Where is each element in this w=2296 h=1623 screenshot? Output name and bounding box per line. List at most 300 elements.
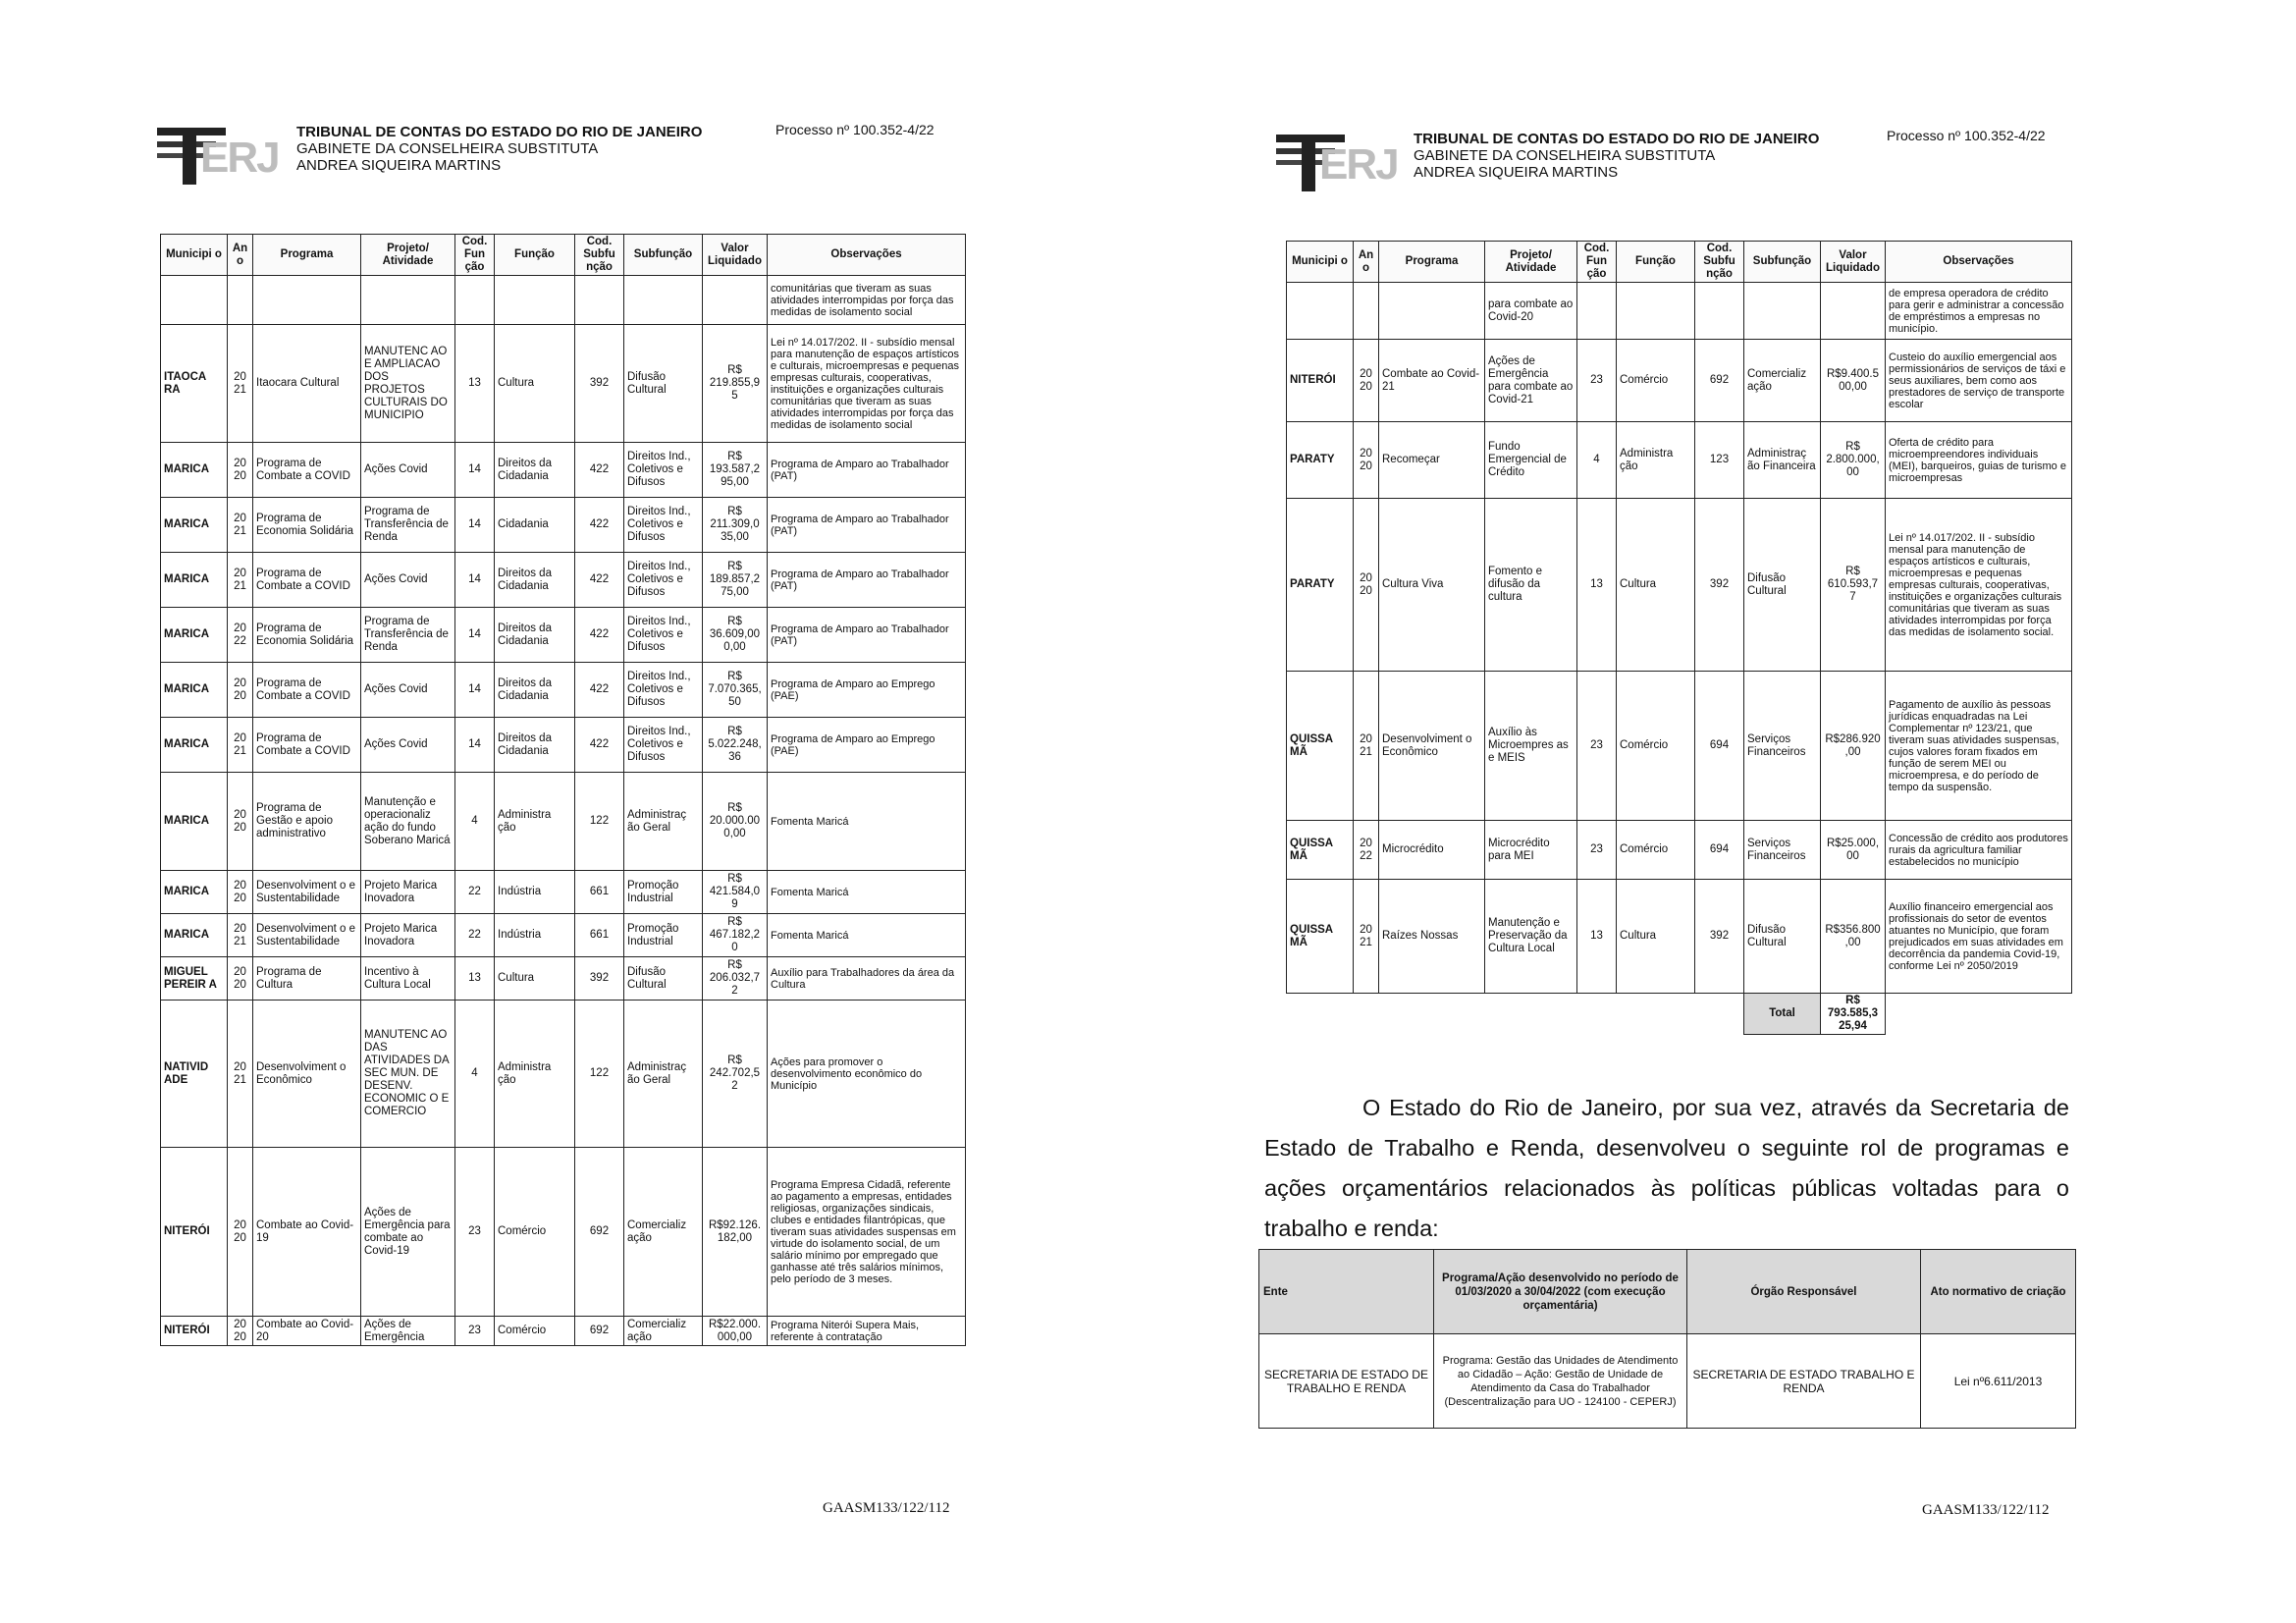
column-header: Subfunção xyxy=(624,235,703,276)
header-line1: TRIBUNAL DE CONTAS DO ESTADO DO RIO DE JANEIRO xyxy=(1414,131,1820,147)
cod-subfuncao-cell: 694 xyxy=(1695,672,1744,821)
column-header: Valor Liquidado xyxy=(1821,242,1886,283)
municipio-cell: QUISSA MÃ xyxy=(1287,880,1354,994)
subfuncao-cell: Direitos Ind., Coletivos e Difusos xyxy=(624,663,703,718)
cod-funcao-cell: 22 xyxy=(455,914,495,957)
cod-subfuncao-cell: 694 xyxy=(1695,821,1744,880)
subfuncao-cell: Administraç ão Geral xyxy=(624,1001,703,1148)
ente-table-row xyxy=(1259,1334,2076,1429)
tce-logo: ERJ xyxy=(1276,123,1423,196)
subfuncao-cell: Promoção Industrial xyxy=(624,914,703,957)
observacoes-cell: Fomenta Maricá xyxy=(768,871,966,914)
cod-funcao-cell: 14 xyxy=(455,443,495,498)
municipio-cell: MARICA xyxy=(161,773,228,871)
ano-cell: 20 21 xyxy=(228,553,253,608)
cod-subfuncao-cell xyxy=(575,276,624,325)
process-number: Processo nº 100.352-4/22 xyxy=(775,122,934,137)
column-header: Municipi o xyxy=(1287,242,1354,283)
table-row xyxy=(161,914,966,957)
ano-cell: 20 20 xyxy=(228,773,253,871)
ano-cell: 20 20 xyxy=(228,443,253,498)
ano-cell: 20 21 xyxy=(1354,672,1379,821)
programa-cell: Itaocara Cultural xyxy=(253,325,361,443)
cod-funcao-cell xyxy=(455,276,495,325)
cod-funcao-cell xyxy=(1577,283,1617,340)
table-row xyxy=(1287,499,2072,672)
ente-header-orgao: Órgão Responsável xyxy=(1687,1250,1921,1334)
process-number: Processo nº 100.352-4/22 xyxy=(1887,128,2046,143)
document-page-right xyxy=(1139,0,2296,1623)
programa-cell: Programa de Cultura xyxy=(253,957,361,1001)
subfuncao-cell: Difusão Cultural xyxy=(624,325,703,443)
valor-cell: R$25.000, 00 xyxy=(1821,821,1886,880)
cod-funcao-cell: 14 xyxy=(455,553,495,608)
municipio-cell: PARATY xyxy=(1287,422,1354,499)
total-label: Total xyxy=(1744,994,1821,1035)
column-header: An o xyxy=(1354,242,1379,283)
column-header: Função xyxy=(495,235,575,276)
projeto-cell: Auxílio às Microempres as e MEIS xyxy=(1485,672,1577,821)
funcao-cell: Direitos da Cidadania xyxy=(495,443,575,498)
cod-subfuncao-cell: 661 xyxy=(575,914,624,957)
funcao-cell: Indústria xyxy=(495,914,575,957)
municipio-cell: PARATY xyxy=(1287,499,1354,672)
column-header: Programa xyxy=(1379,242,1485,283)
cod-funcao-cell: 23 xyxy=(455,1148,495,1317)
municipio-cell: ITAOCA RA xyxy=(161,325,228,443)
column-header: Cod. Fun ção xyxy=(1577,242,1617,283)
subfuncao-cell: Comercializ ação xyxy=(1744,340,1821,422)
empty-cell xyxy=(1287,994,1354,1035)
programa-cell: Cultura Viva xyxy=(1379,499,1485,672)
empty-cell xyxy=(1695,994,1744,1035)
table-row xyxy=(1287,283,2072,340)
valor-cell: R$ 20.000.00 0,00 xyxy=(703,773,768,871)
valor-cell xyxy=(703,276,768,325)
valor-cell: R$ 193.587,2 95,00 xyxy=(703,443,768,498)
subfuncao-cell: Direitos Ind., Coletivos e Difusos xyxy=(624,608,703,663)
municipio-cell xyxy=(161,276,228,325)
valor-cell: R$ 2.800.000, 00 xyxy=(1821,422,1886,499)
programa-cell: Raízes Nossas xyxy=(1379,880,1485,994)
institution-header xyxy=(1414,131,1819,181)
funcao-cell: Administra ção xyxy=(1617,422,1695,499)
cod-funcao-cell: 14 xyxy=(455,663,495,718)
budget-table-left xyxy=(160,234,966,1346)
cod-subfuncao-cell: 422 xyxy=(575,498,624,553)
cod-subfuncao-cell: 692 xyxy=(1695,340,1744,422)
cod-subfuncao-cell: 392 xyxy=(575,325,624,443)
ano-cell: 20 20 xyxy=(1354,422,1379,499)
programa-cell: Programa de Combate a COVID xyxy=(253,443,361,498)
programa-cell: Programa de Gestão e apoio administrativo xyxy=(253,773,361,871)
cod-subfuncao-cell: 422 xyxy=(575,663,624,718)
ente-cell-programa: Programa: Gestão das Unidades de Atendimento ao Cidadão – Ação: Gestão de Unidade de Atendimento da Casa do Trabalhador (Descentralização para UO - 124100 - CEPERJ) xyxy=(1434,1334,1687,1429)
projeto-cell xyxy=(361,276,455,325)
observacoes-cell: Programa de Amparo ao Trabalhador (PAT) xyxy=(768,608,966,663)
observacoes-cell: Programa de Amparo ao Emprego (PAE) xyxy=(768,718,966,773)
ano-cell: 20 20 xyxy=(228,663,253,718)
ano-cell: 20 21 xyxy=(1354,880,1379,994)
cod-funcao-cell: 4 xyxy=(455,1001,495,1148)
column-header: Função xyxy=(1617,242,1695,283)
observacoes-cell: Lei nº 14.017/202. II - subsídio mensal para manutenção de espaços artísticos e culturais, microempresas e pequenas empresas culturais, cooperativas, instituições e organizações culturais comunitárias que tiveram as suas atividades interrompidas por força das medidas de isolamento social. xyxy=(1886,499,2072,672)
valor-cell: R$22.000. 000,00 xyxy=(703,1317,768,1346)
ano-cell: 20 20 xyxy=(228,957,253,1001)
cod-subfuncao-cell xyxy=(1695,283,1744,340)
total-value: R$ 793.585,3 25,94 xyxy=(1821,994,1886,1035)
programa-cell: Programa de Combate a COVID xyxy=(253,553,361,608)
ente-header-ato: Ato normativo de criação xyxy=(1921,1250,2076,1334)
cod-subfuncao-cell: 422 xyxy=(575,608,624,663)
table-row xyxy=(161,498,966,553)
programa-cell xyxy=(253,276,361,325)
ano-cell: 20 21 xyxy=(228,914,253,957)
cod-funcao-cell: 14 xyxy=(455,608,495,663)
municipio-cell: QUISSA MÃ xyxy=(1287,821,1354,880)
document-page-left xyxy=(0,0,1139,1623)
observacoes-cell: Programa Empresa Cidadã, referente ao pagamento a empresas, entidades religiosas, organizações sindicais, clubes e entidades filantrópicas, que tiveram suas atividades suspensas em virtude do isolamento social, de um salário mínimo por empregado que ganhasse até três salários mínimos, pelo período de 3 meses. xyxy=(768,1148,966,1317)
subfuncao-cell: Comercializ ação xyxy=(624,1148,703,1317)
projeto-cell: Ações Covid xyxy=(361,663,455,718)
programa-cell: Combate ao Covid-20 xyxy=(253,1317,361,1346)
ano-cell xyxy=(228,276,253,325)
cod-subfuncao-cell: 392 xyxy=(1695,880,1744,994)
cod-subfuncao-cell: 692 xyxy=(575,1317,624,1346)
municipio-cell xyxy=(1287,283,1354,340)
cod-funcao-cell: 22 xyxy=(455,871,495,914)
funcao-cell: Comércio xyxy=(1617,340,1695,422)
header-line3: ANDREA SIQUEIRA MARTINS xyxy=(1414,164,1619,181)
municipio-cell: NITERÓI xyxy=(1287,340,1354,422)
cod-funcao-cell: 4 xyxy=(455,773,495,871)
funcao-cell: Cidadania xyxy=(495,498,575,553)
cod-subfuncao-cell: 122 xyxy=(575,773,624,871)
ano-cell: 20 20 xyxy=(1354,340,1379,422)
empty-cell xyxy=(1577,994,1617,1035)
subfuncao-cell: Direitos Ind., Coletivos e Difusos xyxy=(624,443,703,498)
valor-cell: R$ 5.022.248, 36 xyxy=(703,718,768,773)
table-row xyxy=(1287,340,2072,422)
observacoes-cell: Oferta de crédito para microempreendores individuais (MEI), barqueiros, guias de turismo e microempresas xyxy=(1886,422,2072,499)
cod-subfuncao-cell: 123 xyxy=(1695,422,1744,499)
subfuncao-cell: Comercializ ação xyxy=(624,1317,703,1346)
cod-subfuncao-cell: 422 xyxy=(575,443,624,498)
table-row xyxy=(1287,422,2072,499)
ano-cell xyxy=(1354,283,1379,340)
valor-cell: R$356.800 ,00 xyxy=(1821,880,1886,994)
programa-cell: Microcrédito xyxy=(1379,821,1485,880)
municipio-cell: MARICA xyxy=(161,871,228,914)
valor-cell: R$ 242.702,5 2 xyxy=(703,1001,768,1148)
programa-cell: Combate ao Covid-19 xyxy=(253,1148,361,1317)
observacoes-cell: Auxílio financeiro emergencial aos profissionais do setor de eventos atuantes no Município, que foram prejudicados em suas atividades em decorrência da pandemia Covid-19, conforme Lei nº 2050/2019 xyxy=(1886,880,2072,994)
observacoes-cell: Programa Niterói Supera Mais, referente à contratação xyxy=(768,1317,966,1346)
column-header: Subfunção xyxy=(1744,242,1821,283)
ente-cell-ato: Lei nº6.611/2013 xyxy=(1921,1334,2076,1429)
projeto-cell: Ações de Emergência para combate ao Covid-21 xyxy=(1485,340,1577,422)
ente-cell-ente: SECRETARIA DE ESTADO DE TRABALHO E RENDA xyxy=(1259,1334,1434,1429)
table-header-row xyxy=(1287,242,2072,283)
municipio-cell: NITERÓI xyxy=(161,1317,228,1346)
observacoes-cell: Programa de Amparo ao Trabalhador (PAT) xyxy=(768,443,966,498)
funcao-cell: Cultura xyxy=(1617,499,1695,672)
observacoes-cell: Pagamento de auxílio às pessoas jurídicas enquadradas na Lei Complementar nº 123/21, que tiveram suas atividades suspensas, cujos valores foram fixados em função de serem MEI ou microempresa, e do período de tempo da suspensão. xyxy=(1886,672,2072,821)
funcao-cell: Comércio xyxy=(495,1317,575,1346)
funcao-cell: Administra ção xyxy=(495,1001,575,1148)
funcao-cell: Direitos da Cidadania xyxy=(495,608,575,663)
cod-subfuncao-cell: 422 xyxy=(575,553,624,608)
valor-cell: R$ 219.855,9 5 xyxy=(703,325,768,443)
valor-cell: R$ 421.584,0 9 xyxy=(703,871,768,914)
valor-cell: R$ 189.857,2 75,00 xyxy=(703,553,768,608)
projeto-cell: MANUTENC AO DAS ATIVIDADES DA SEC MUN. DE DESENV. ECONOMIC O E COMERCIO xyxy=(361,1001,455,1148)
funcao-cell xyxy=(1617,283,1695,340)
cod-funcao-cell: 23 xyxy=(455,1317,495,1346)
programa-cell: Desenvolviment o Econômico xyxy=(253,1001,361,1148)
projeto-cell: para combate ao Covid-20 xyxy=(1485,283,1577,340)
observacoes-cell: Custeio do auxílio emergencial aos permissionários de serviços de táxi e seus auxiliares, bem como aos prestadores de serviço de transporte escolar xyxy=(1886,340,2072,422)
programa-cell: Desenvolviment o Econômico xyxy=(1379,672,1485,821)
header-line2: GABINETE DA CONSELHEIRA SUBSTITUTA xyxy=(296,140,599,157)
empty-cell xyxy=(1886,994,2072,1035)
observacoes-cell: Auxílio para Trabalhadores da área da Cultura xyxy=(768,957,966,1001)
subfuncao-cell: Serviços Financeiros xyxy=(1744,672,1821,821)
cod-subfuncao-cell: 661 xyxy=(575,871,624,914)
column-header: Programa xyxy=(253,235,361,276)
funcao-cell: Indústria xyxy=(495,871,575,914)
cod-subfuncao-cell: 392 xyxy=(1695,499,1744,672)
subfuncao-cell: Direitos Ind., Coletivos e Difusos xyxy=(624,718,703,773)
cod-subfuncao-cell: 122 xyxy=(575,1001,624,1148)
valor-cell: R$ 7.070.365, 50 xyxy=(703,663,768,718)
table-row xyxy=(161,276,966,325)
subfuncao-cell: Difusão Cultural xyxy=(1744,880,1821,994)
funcao-cell: Cultura xyxy=(1617,880,1695,994)
table-row xyxy=(1287,880,2072,994)
municipio-cell: MARICA xyxy=(161,608,228,663)
projeto-cell: Projeto Marica Inovadora xyxy=(361,914,455,957)
column-header: Cod. Fun ção xyxy=(455,235,495,276)
observacoes-cell: Lei nº 14.017/202. II - subsídio mensal para manutenção de espaços artísticos e culturais, microempresas e pequenas empresas culturais, cooperativas, instituições e organizações culturais comunitárias que tiveram as suas atividades interrompidas por força das medidas de isolamento social xyxy=(768,325,966,443)
column-header: An o xyxy=(228,235,253,276)
ano-cell: 20 22 xyxy=(228,608,253,663)
cod-funcao-cell: 13 xyxy=(455,325,495,443)
observacoes-cell: Programa de Amparo ao Emprego (PAE) xyxy=(768,663,966,718)
programa-cell xyxy=(1379,283,1485,340)
column-header: Cod. Subfu nção xyxy=(1695,242,1744,283)
subfuncao-cell xyxy=(624,276,703,325)
table-row xyxy=(1287,672,2072,821)
cod-funcao-cell: 13 xyxy=(1577,499,1617,672)
budget-table-right xyxy=(1286,241,2072,1035)
observacoes-cell: Programa de Amparo ao Trabalhador (PAT) xyxy=(768,498,966,553)
table-row xyxy=(161,1001,966,1148)
table-row xyxy=(161,718,966,773)
column-header: Projeto/ Atividade xyxy=(361,235,455,276)
empty-cell xyxy=(1379,994,1485,1035)
table-row xyxy=(161,871,966,914)
column-header: Valor Liquidado xyxy=(703,235,768,276)
header-line3: ANDREA SIQUEIRA MARTINS xyxy=(296,157,502,174)
ente-table-header-row xyxy=(1259,1250,2076,1334)
subfuncao-cell: Difusão Cultural xyxy=(1744,499,1821,672)
cod-subfuncao-cell: 692 xyxy=(575,1148,624,1317)
programa-cell: Desenvolviment o e Sustentabilidade xyxy=(253,914,361,957)
cod-funcao-cell: 13 xyxy=(455,957,495,1001)
projeto-cell: Ações de Emergência xyxy=(361,1317,455,1346)
projeto-cell: Programa de Transferência de Renda xyxy=(361,608,455,663)
municipio-cell: NITERÓI xyxy=(161,1148,228,1317)
cod-funcao-cell: 4 xyxy=(1577,422,1617,499)
table-row xyxy=(161,325,966,443)
empty-cell xyxy=(1485,994,1577,1035)
institution-header xyxy=(296,124,702,174)
observacoes-cell: Programa de Amparo ao Trabalhador (PAT) xyxy=(768,553,966,608)
column-header: Municipi o xyxy=(161,235,228,276)
ano-cell: 20 21 xyxy=(228,1001,253,1148)
table-row xyxy=(161,1148,966,1317)
programa-cell: Programa de Economia Solidária xyxy=(253,498,361,553)
projeto-cell: Manutenção e Preservação da Cultura Local xyxy=(1485,880,1577,994)
valor-cell: R$92.126. 182,00 xyxy=(703,1148,768,1317)
cod-subfuncao-cell: 392 xyxy=(575,957,624,1001)
ano-cell: 20 21 xyxy=(228,325,253,443)
subfuncao-cell: Promoção Industrial xyxy=(624,871,703,914)
projeto-cell: Fundo Emergencial de Crédito xyxy=(1485,422,1577,499)
column-header: Observações xyxy=(768,235,966,276)
funcao-cell: Cultura xyxy=(495,957,575,1001)
municipio-cell: MIGUEL PEREIR A xyxy=(161,957,228,1001)
valor-cell: R$9.400.5 00,00 xyxy=(1821,340,1886,422)
subfuncao-cell: Direitos Ind., Coletivos e Difusos xyxy=(624,553,703,608)
tce-logo: ERJ xyxy=(157,116,304,189)
observacoes-cell: Ações para promover o desenvolvimento econômico do Município xyxy=(768,1001,966,1148)
municipio-cell: MARICA xyxy=(161,663,228,718)
page-footer-code: GAASM133/122/112 xyxy=(1922,1502,2050,1518)
cod-funcao-cell: 23 xyxy=(1577,672,1617,821)
table-row xyxy=(1287,821,2072,880)
table-row xyxy=(161,553,966,608)
table-header-row xyxy=(161,235,966,276)
subfuncao-cell: Serviços Financeiros xyxy=(1744,821,1821,880)
table-row xyxy=(161,1317,966,1346)
projeto-cell: MANUTENC AO E AMPLIACAO DOS PROJETOS CULTURAIS DO MUNICIPIO xyxy=(361,325,455,443)
valor-cell: R$ 36.609,00 0,00 xyxy=(703,608,768,663)
subfuncao-cell: Administraç ão Financeira xyxy=(1744,422,1821,499)
table-row xyxy=(161,773,966,871)
table-row xyxy=(161,663,966,718)
funcao-cell: Comércio xyxy=(495,1148,575,1317)
municipio-cell: MARICA xyxy=(161,498,228,553)
header-line2: GABINETE DA CONSELHEIRA SUBSTITUTA xyxy=(1414,147,1716,164)
funcao-cell: Comércio xyxy=(1617,672,1695,821)
ente-table xyxy=(1258,1249,2076,1429)
funcao-cell: Direitos da Cidadania xyxy=(495,663,575,718)
ente-header-programa: Programa/Ação desenvolvido no período de 01/03/2020 a 30/04/2022 (com execução orçamentária) xyxy=(1434,1250,1687,1334)
municipio-cell: MARICA xyxy=(161,718,228,773)
funcao-cell: Direitos da Cidadania xyxy=(495,553,575,608)
programa-cell: Programa de Combate a COVID xyxy=(253,718,361,773)
ano-cell: 20 21 xyxy=(228,498,253,553)
observacoes-cell: Concessão de crédito aos produtores rurais da agricultura familiar estabelecidos no município xyxy=(1886,821,2072,880)
projeto-cell: Programa de Transferência de Renda xyxy=(361,498,455,553)
observacoes-cell: Fomenta Maricá xyxy=(768,914,966,957)
projeto-cell: Ações de Emergência para combate ao Covid-19 xyxy=(361,1148,455,1317)
valor-cell: R$ 206.032,7 2 xyxy=(703,957,768,1001)
valor-cell: R$ 211.309,0 35,00 xyxy=(703,498,768,553)
valor-cell: R$ 610.593,7 7 xyxy=(1821,499,1886,672)
body-paragraph: O Estado do Rio de Janeiro, por sua vez, através da Secretaria de Estado de Trabalho e Renda, desenvolveu o seguinte rol de programas e ações orçamentários relacionados às políticas públicas voltadas para o trabalho e renda: xyxy=(1264,1095,2069,1241)
municipio-cell: MARICA xyxy=(161,914,228,957)
projeto-cell: Ações Covid xyxy=(361,443,455,498)
column-header: Projeto/ Atividade xyxy=(1485,242,1577,283)
funcao-cell: Cultura xyxy=(495,325,575,443)
subfuncao-cell: Administraç ão Geral xyxy=(624,773,703,871)
column-header: Cod. Subfu nção xyxy=(575,235,624,276)
subfuncao-cell: Difusão Cultural xyxy=(624,957,703,1001)
projeto-cell: Fomento e difusão da cultura xyxy=(1485,499,1577,672)
programa-cell: Programa de Combate a COVID xyxy=(253,663,361,718)
programa-cell: Combate ao Covid-21 xyxy=(1379,340,1485,422)
funcao-cell xyxy=(495,276,575,325)
programa-cell: Programa de Economia Solidária xyxy=(253,608,361,663)
municipio-cell: MARICA xyxy=(161,443,228,498)
observacoes-cell: Fomenta Maricá xyxy=(768,773,966,871)
municipio-cell: QUISSA MÃ xyxy=(1287,672,1354,821)
observacoes-cell: comunitárias que tiveram as suas atividades interrompidas por força das medidas de isolamento social xyxy=(768,276,966,325)
funcao-cell: Administra ção xyxy=(495,773,575,871)
ano-cell: 20 20 xyxy=(228,1317,253,1346)
ano-cell: 20 20 xyxy=(1354,499,1379,672)
subfuncao-cell: Direitos Ind., Coletivos e Difusos xyxy=(624,498,703,553)
projeto-cell: Ações Covid xyxy=(361,553,455,608)
municipio-cell: NATIVID ADE xyxy=(161,1001,228,1148)
ano-cell: 20 20 xyxy=(228,1148,253,1317)
projeto-cell: Ações Covid xyxy=(361,718,455,773)
cod-subfuncao-cell: 422 xyxy=(575,718,624,773)
cod-funcao-cell: 14 xyxy=(455,718,495,773)
table-row xyxy=(161,443,966,498)
total-row xyxy=(1287,994,2072,1035)
projeto-cell: Manutenção e operacionaliz ação do fundo Soberano Maricá xyxy=(361,773,455,871)
ente-cell-orgao: SECRETARIA DE ESTADO TRABALHO E RENDA xyxy=(1687,1334,1921,1429)
ano-cell: 20 22 xyxy=(1354,821,1379,880)
cod-funcao-cell: 14 xyxy=(455,498,495,553)
ente-header-ente: Ente xyxy=(1259,1250,1434,1334)
programa-cell: Recomeçar xyxy=(1379,422,1485,499)
cod-funcao-cell: 23 xyxy=(1577,821,1617,880)
funcao-cell: Direitos da Cidadania xyxy=(495,718,575,773)
cod-funcao-cell: 13 xyxy=(1577,880,1617,994)
valor-cell xyxy=(1821,283,1886,340)
valor-cell: R$286.920 ,00 xyxy=(1821,672,1886,821)
ano-cell: 20 20 xyxy=(228,871,253,914)
ano-cell: 20 21 xyxy=(228,718,253,773)
empty-cell xyxy=(1617,994,1695,1035)
table-row xyxy=(161,608,966,663)
valor-cell: R$ 467.182,2 0 xyxy=(703,914,768,957)
programa-cell: Desenvolviment o e Sustentabilidade xyxy=(253,871,361,914)
table-row xyxy=(161,957,966,1001)
page-footer-code: GAASM133/122/112 xyxy=(823,1500,950,1516)
subfuncao-cell xyxy=(1744,283,1821,340)
projeto-cell: Microcrédito para MEI xyxy=(1485,821,1577,880)
projeto-cell: Incentivo à Cultura Local xyxy=(361,957,455,1001)
projeto-cell: Projeto Marica Inovadora xyxy=(361,871,455,914)
observacoes-cell: de empresa operadora de crédito para gerir e administrar a concessão de empréstimos a empresas no município. xyxy=(1886,283,2072,340)
funcao-cell: Comércio xyxy=(1617,821,1695,880)
